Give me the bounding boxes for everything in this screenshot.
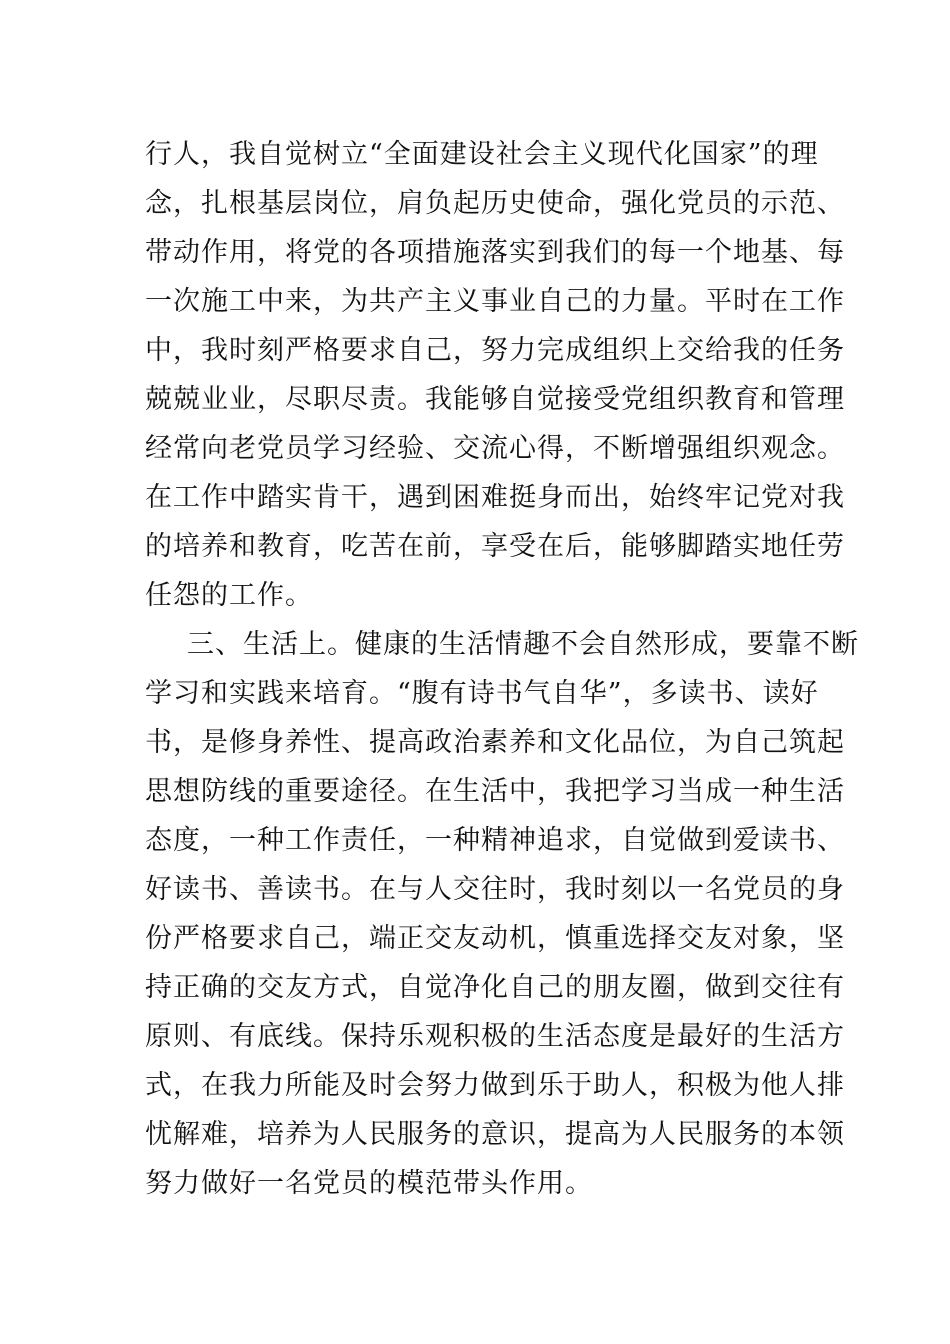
text-line: 思想防线的重要途径。在生活中，我把学习当成一种生活: [145, 776, 845, 807]
text-line: 的培养和教育，吃苦在前，享受在后，能够脚踏实地任劳: [145, 531, 845, 562]
text-line: 带动作用，将党的各项措施落实到我们的每一个地基、每: [145, 237, 845, 268]
text-line: 书，是修身养性、提高政治素养和文化品位，为自己筑起: [145, 727, 845, 758]
text-line: 式，在我力所能及时会努力做到乐于助人，积极为他人排: [145, 1070, 845, 1101]
text-line: 学习和实践来培育。“腹有诗书气自华”，多读书、读好: [145, 678, 819, 709]
text-line: 任怨的工作。: [145, 580, 313, 611]
text-line: 份严格要求自己，端正交友动机，慎重选择交友对象，坚: [145, 923, 845, 954]
text-line: 在工作中踏实肯干，遇到困难挺身而出，始终牢记党对我: [145, 482, 845, 513]
section-heading-line: 三、生活上。健康的生活情趣不会自然形成，要靠不断: [187, 629, 859, 660]
text-line: 行人，我自觉树立“全面建设社会主义现代化国家”的理: [145, 139, 819, 170]
text-line: 努力做好一名党员的模范带头作用。: [145, 1168, 593, 1199]
text-line: 态度，一种工作责任，一种精神追求，自觉做到爱读书、: [145, 825, 845, 856]
text-line: 持正确的交友方式，自觉净化自己的朋友圈，做到交往有: [145, 972, 845, 1003]
text-line: 经常向老党员学习经验、交流心得，不断增强组织观念。: [145, 433, 845, 464]
text-line: 念，扎根基层岗位，肩负起历史使命，强化党员的示范、: [145, 188, 845, 219]
text-line: 好读书、善读书。在与人交往时，我时刻以一名党员的身: [145, 874, 845, 905]
text-line: 忧解难，培养为人民服务的意识，提高为人民服务的本领: [145, 1119, 845, 1150]
text-line: 中，我时刻严格要求自己，努力完成组织上交给我的任务: [145, 335, 845, 366]
text-line: 兢兢业业，尽职尽责。我能够自觉接受党组织教育和管理: [145, 384, 845, 415]
text-line: 一次施工中来，为共产主义事业自己的力量。平时在工作: [145, 286, 845, 317]
text-line: 原则、有底线。保持乐观积极的生活态度是最好的生活方: [145, 1021, 845, 1052]
